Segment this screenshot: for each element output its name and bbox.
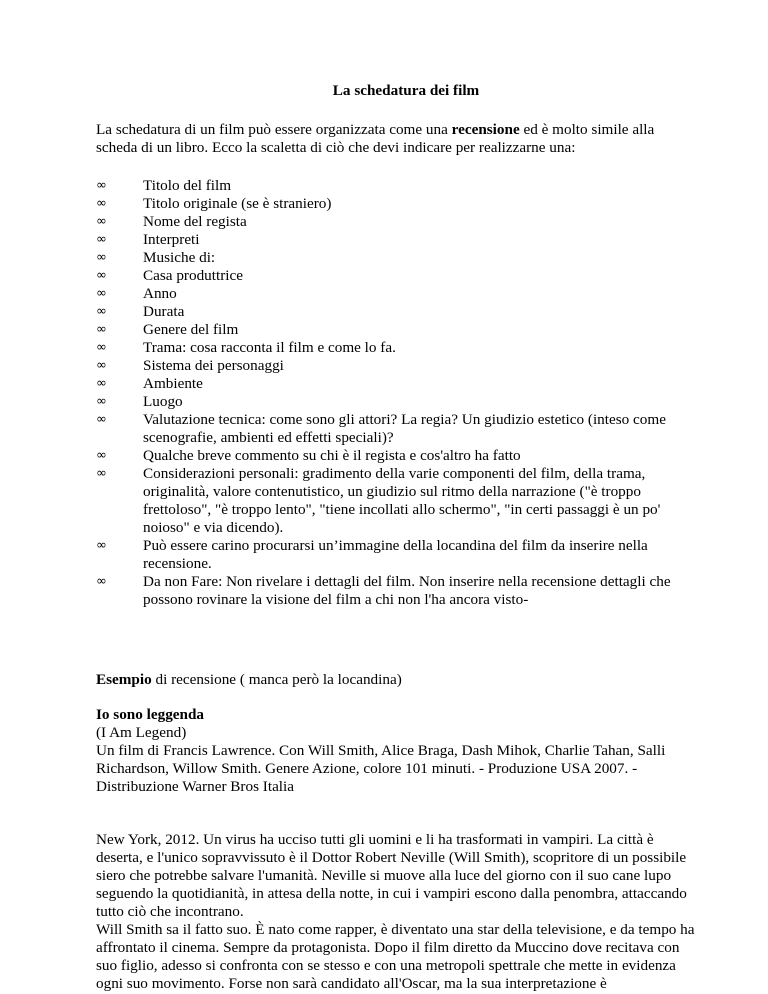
checklist-item bbox=[96, 393, 696, 411]
intro-text-before: La schedatura di un film può essere organizzata come una bbox=[96, 121, 452, 138]
document-page bbox=[96, 82, 696, 993]
checklist-item-text: Titolo originale (se è straniero) bbox=[143, 195, 332, 212]
checklist-item bbox=[96, 177, 696, 195]
infinity-bullet-icon: ∞ bbox=[96, 466, 107, 481]
film-title: Io sono leggenda bbox=[96, 706, 205, 723]
infinity-bullet-icon: ∞ bbox=[96, 358, 107, 373]
infinity-bullet-icon: ∞ bbox=[96, 250, 107, 265]
checklist-item-text: Genere del film bbox=[143, 321, 239, 338]
infinity-bullet-icon: ∞ bbox=[96, 286, 107, 301]
checklist-item-text: Luogo bbox=[143, 393, 183, 410]
infinity-bullet-icon: ∞ bbox=[96, 340, 107, 355]
film-credits: Un film di Francis Lawrence. Con Will Smith, Alice Braga, Dash Mihok, Charlie Tahan, Salli Richardson, Willow Smith. Genere Azione, colore 101 minuti. - Produzione USA 2007. - Distribuzione Warner Bros Italia bbox=[96, 742, 666, 795]
checklist-item-text: Durata bbox=[143, 303, 185, 320]
checklist-item bbox=[96, 213, 696, 231]
checklist-item-text: Musiche di: bbox=[143, 249, 216, 266]
review-paragraph: Will Smith sa il fatto suo. È nato come rapper, è diventato una star della televisione, e da tempo ha affrontato il cinema. Sempre da protagonista. Dopo il film diretto da Muccino dove recitava con suo figlio, adesso si confronta con se stesso e con una metropoli spettrale che mette in evidenza ogni suo movimento. Forse non sarà candidato all'Oscar, ma la sua interpretazione è bbox=[96, 921, 695, 992]
checklist-item-text: Trama: cosa racconta il film e come lo fa. bbox=[143, 339, 396, 356]
checklist-item-text: Può essere carino procurarsi un’immagine della locandina del film da inserire nella recensione. bbox=[143, 537, 648, 572]
infinity-bullet-icon: ∞ bbox=[96, 538, 107, 553]
checklist-item-text: Considerazioni personali: gradimento della varie componenti del film, della trama, originalità, valore contenutistico, un giudizio sul ritmo della narrazione ("è troppo frettoloso", "è troppo lento", "tiene incollati allo schermo", "in certi passaggi è un po' noioso" e via dicendo). bbox=[143, 465, 661, 536]
infinity-bullet-icon: ∞ bbox=[96, 304, 107, 319]
checklist-item bbox=[96, 249, 696, 267]
checklist-item bbox=[96, 375, 696, 393]
checklist-item-text: Titolo del film bbox=[143, 177, 232, 194]
infinity-bullet-icon: ∞ bbox=[96, 232, 107, 247]
infinity-bullet-icon: ∞ bbox=[96, 214, 107, 229]
checklist-item bbox=[96, 573, 696, 609]
checklist-item-text: Da non Fare: Non rivelare i dettagli del film. Non inserire nella recensione dettagli che possono rovinare la visione del film a chi non l'ha ancora visto- bbox=[143, 573, 671, 608]
intro-bold-word: recensione bbox=[451, 121, 520, 138]
intro-text-after: ed è molto simile alla scheda di un libro. Ecco la scaletta di ciò che devi indicare per realizzarne una: bbox=[96, 121, 655, 156]
review-body bbox=[96, 831, 696, 993]
checklist-item bbox=[96, 321, 696, 339]
checklist-item-text: Interpreti bbox=[143, 231, 200, 248]
checklist-item bbox=[96, 285, 696, 303]
infinity-bullet-icon: ∞ bbox=[96, 322, 107, 337]
example-rest: di recensione ( manca però la locandina) bbox=[151, 671, 402, 688]
checklist-item-text: Qualche breve commento su chi è il regista e cos'altro ha fatto bbox=[143, 447, 521, 464]
checklist-item-text: Sistema dei personaggi bbox=[143, 357, 284, 374]
infinity-bullet-icon: ∞ bbox=[96, 268, 107, 283]
checklist-item-text: Casa produttrice bbox=[143, 267, 243, 284]
checklist-item bbox=[96, 267, 696, 285]
example-bold-word: Esempio bbox=[96, 671, 152, 688]
review-paragraph: New York, 2012. Un virus ha ucciso tutti gli uomini e li ha trasformati in vampiri. La città è deserta, e l'unico sopravvissuto è il Dottor Robert Neville (Will Smith), scopritore di un possibile siero che potrebbe salvare l'umanità. Neville si muove alla luce del giorno con il suo cane lupo seguendo la quotidianità, in attesa della notte, in cui i vampiri escono dalla penombra, attaccando tutto ciò che incontrano. bbox=[96, 831, 687, 920]
checklist-item bbox=[96, 537, 696, 573]
checklist-item bbox=[96, 357, 696, 375]
checklist-item-text: Anno bbox=[143, 285, 177, 302]
example-heading bbox=[96, 671, 696, 689]
checklist-item-text: Ambiente bbox=[143, 375, 203, 392]
checklist-item bbox=[96, 303, 696, 321]
infinity-bullet-icon: ∞ bbox=[96, 394, 107, 409]
film-original-title: (I Am Legend) bbox=[96, 724, 187, 741]
checklist bbox=[96, 177, 696, 609]
film-info bbox=[96, 706, 696, 796]
infinity-bullet-icon: ∞ bbox=[96, 196, 107, 211]
intro-paragraph bbox=[96, 121, 696, 157]
infinity-bullet-icon: ∞ bbox=[96, 448, 107, 463]
checklist-item bbox=[96, 231, 696, 249]
infinity-bullet-icon: ∞ bbox=[96, 574, 107, 589]
checklist-item-text: Nome del regista bbox=[143, 213, 247, 230]
checklist-item bbox=[96, 195, 696, 213]
checklist-item bbox=[96, 465, 696, 537]
checklist-item bbox=[96, 447, 696, 465]
checklist-item-text: Valutazione tecnica: come sono gli attori? La regia? Un giudizio estetico (inteso come scenografie, ambienti ed effetti speciali)? bbox=[143, 411, 666, 446]
infinity-bullet-icon: ∞ bbox=[96, 412, 107, 427]
infinity-bullet-icon: ∞ bbox=[96, 376, 107, 391]
checklist-item bbox=[96, 339, 696, 357]
infinity-bullet-icon: ∞ bbox=[96, 178, 107, 193]
document-title: La schedatura dei film bbox=[332, 82, 480, 99]
checklist-item bbox=[96, 411, 696, 447]
